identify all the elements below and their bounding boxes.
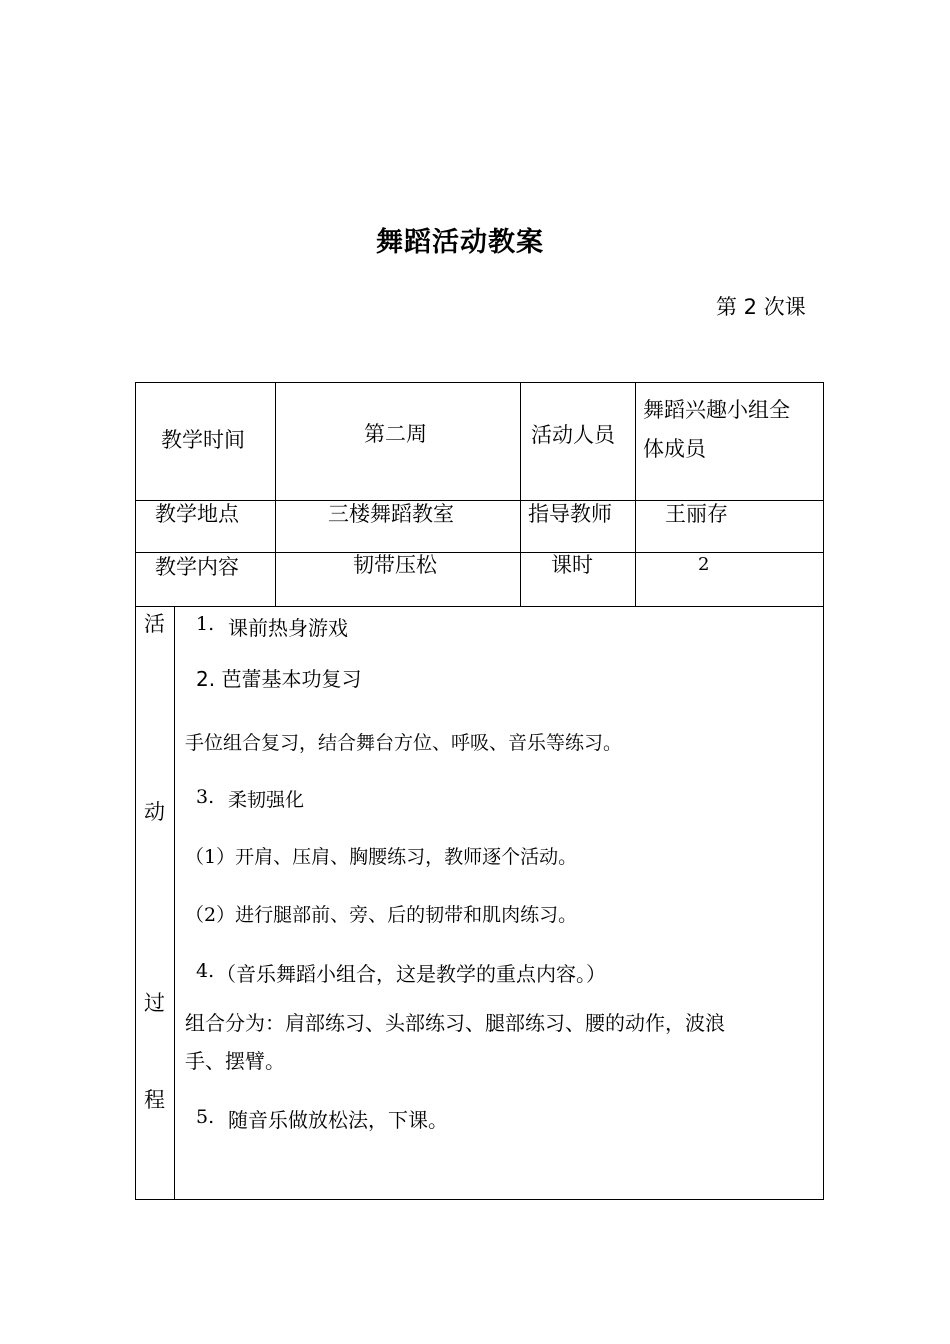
item-1-text: 课前热身游戏 <box>228 616 348 640</box>
process-label-char: 程 <box>144 1088 165 1112</box>
process-label-char: 活 <box>144 612 165 636</box>
page-title: 舞蹈活动教案 <box>376 227 544 258</box>
item-3-sub-1: （1）开肩、压肩、胸腰练习，教师逐个活动。 <box>185 846 578 868</box>
row-divider <box>136 552 823 553</box>
item-5-text: 随音乐做放松法，下课。 <box>228 1108 448 1132</box>
item-2-heading: 2. 芭蕾基本功复习 <box>196 667 362 691</box>
value-instructor: 王丽存 <box>665 502 728 526</box>
value-location: 三楼舞蹈教室 <box>328 502 454 526</box>
value-content: 韧带压松 <box>353 553 437 577</box>
label-instructor: 指导教师 <box>528 502 612 526</box>
col-divider <box>635 383 636 607</box>
item-4-detail-line-2: 手、摆臂。 <box>185 1049 285 1073</box>
item-2-detail: 手位组合复习，结合舞台方位、呼吸、音乐等练习。 <box>185 732 623 754</box>
lesson-number: 第 2 次课 <box>716 295 806 319</box>
label-teaching-time: 教学时间 <box>161 428 245 452</box>
col-divider <box>520 383 521 607</box>
label-participants: 活动人员 <box>531 423 615 447</box>
item-4-detail-line-1: 组合分为：肩部练习、头部练习、腿部练习、腰的动作，波浪 <box>185 1011 725 1035</box>
label-location: 教学地点 <box>155 502 239 526</box>
item-3-number: 3. <box>196 786 215 808</box>
label-content: 教学内容 <box>155 555 239 579</box>
lesson-plan-table <box>135 382 824 1200</box>
col-divider <box>275 383 276 607</box>
row-divider <box>136 606 823 607</box>
item-3-sub-2: （2）进行腿部前、旁、后的韧带和肌肉练习。 <box>185 904 578 926</box>
item-1-number: 1. <box>196 613 215 635</box>
process-label-char: 过 <box>144 991 165 1015</box>
value-participants-line2: 体成员 <box>643 437 706 461</box>
item-4-number: 4. <box>196 960 215 982</box>
item-3-text: 柔韧强化 <box>228 789 305 811</box>
label-periods: 课时 <box>551 553 593 577</box>
value-week: 第二周 <box>364 422 427 446</box>
process-label-char: 动 <box>144 800 165 824</box>
value-periods: 2 <box>698 554 710 575</box>
item-4-text: （音乐舞蹈小组合，这是教学的重点内容。） <box>216 962 606 986</box>
col-divider <box>174 607 175 1200</box>
value-participants-line1: 舞蹈兴趣小组全 <box>643 398 790 422</box>
item-5-number: 5. <box>196 1106 215 1128</box>
